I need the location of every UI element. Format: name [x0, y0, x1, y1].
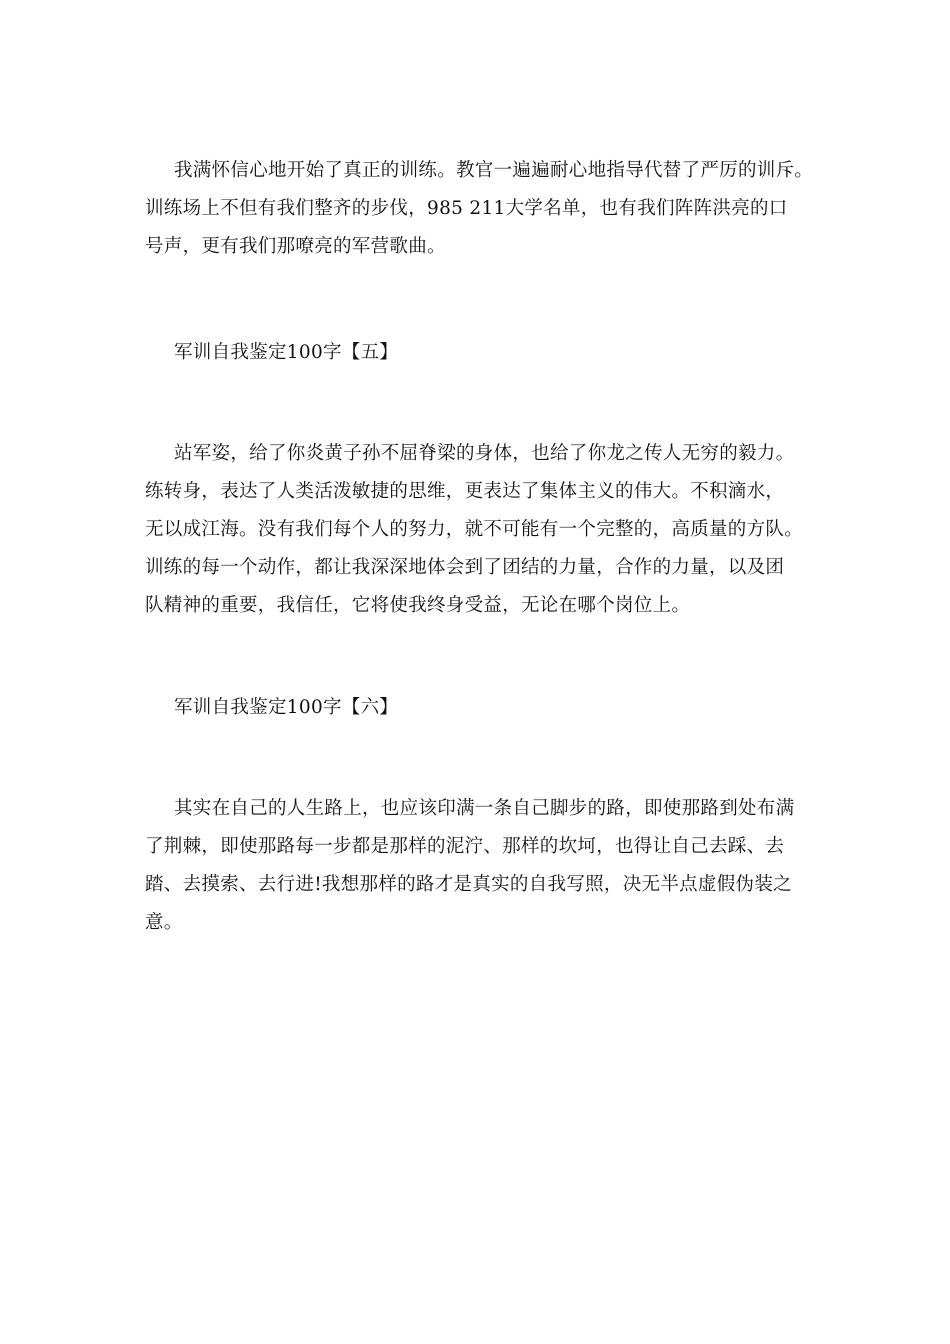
paragraph-line: 训练场上不但有我们整齐的步伐，985 211大学名单，也有我们阵阵洪亮的口 [145, 198, 788, 219]
paragraph-line: 站军姿，给了你炎黄子孙不屈脊梁的身体，也给了你龙之传人无穷的毅力。 [174, 443, 795, 464]
paragraph-line: 号声，更有我们那嘹亮的军营歌曲。 [145, 236, 446, 257]
section-heading-5: 军训自我鉴定100字【五】 [174, 342, 399, 363]
paragraph-line: 我满怀信心地开始了真正的训练。教官一遍遍耐心地指导代替了严厉的训斥。 [174, 160, 814, 181]
paragraph-line: 队精神的重要，我信任，它将使我终身受益，无论在哪个岗位上。 [145, 595, 691, 616]
section-heading-6: 军训自我鉴定100字【六】 [174, 697, 399, 718]
paragraph-line: 了荆棘，即使那路每一步都是那样的泥泞、那样的坎坷，也得让自己去踩、去 [145, 836, 785, 857]
paragraph-line: 练转身，表达了人类活泼敏捷的思维，更表达了集体主义的伟大。不积滴水， [145, 481, 785, 502]
paragraph-line: 无以成江海。没有我们每个人的努力，就不可能有一个完整的，高质量的方队。 [145, 519, 804, 540]
paragraph-line: 意。 [145, 912, 183, 933]
paragraph-line: 训练的每一个动作，都让我深深地体会到了团结的力量，合作的力量，以及团 [145, 557, 785, 578]
paragraph-line: 踏、去摸索、去行进!我想那样的路才是真实的自我写照，决无半点虚假伪装之 [145, 874, 792, 895]
paragraph-line: 其实在自己的人生路上，也应该印满一条自己脚步的路，即使那路到处布满 [174, 798, 795, 819]
